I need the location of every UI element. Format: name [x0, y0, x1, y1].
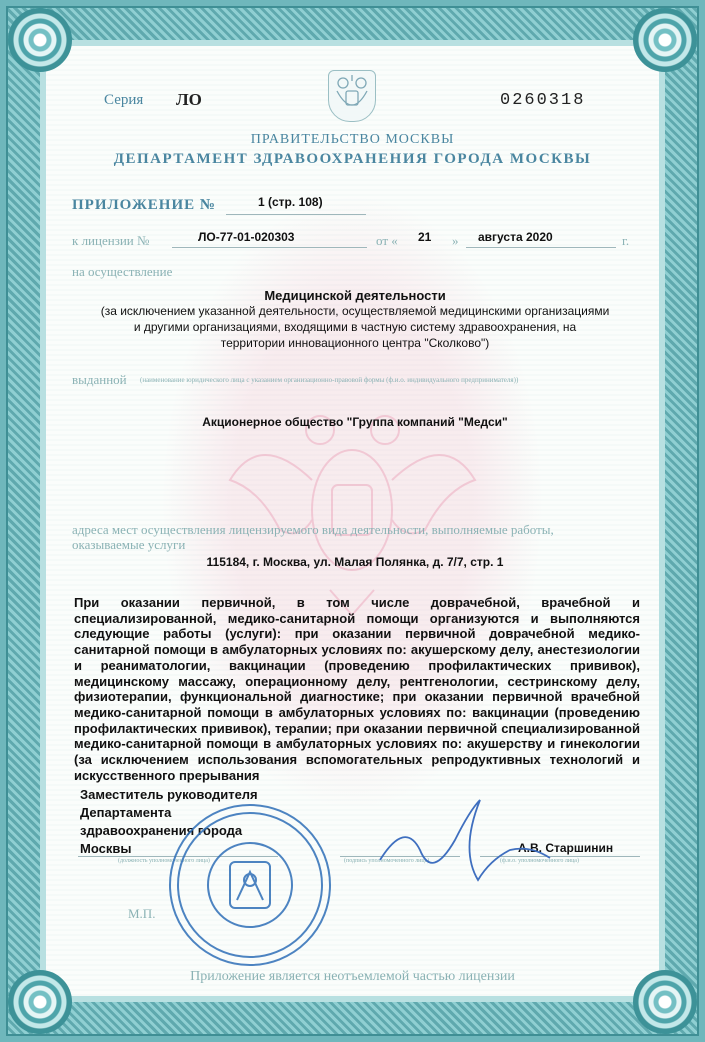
issued-label: выданной [72, 372, 127, 387]
appendix-label: ПРИЛОЖЕНИЕ № [72, 197, 216, 213]
department-line: ДЕПАРТАМЕНТ ЗДРАВООХРАНЕНИЯ ГОРОДА МОСКВЫ [113, 151, 592, 167]
signatory-position-line-3: здравоохранения города [80, 823, 243, 838]
issued-hint: (наименование юридического лица с указанием организационно-правовой формы (ф.и.о. индивидуального предпринимателя)) [140, 376, 519, 384]
round-seal-icon [165, 800, 335, 970]
license-from-label: от « [376, 233, 398, 248]
signatory-position-line-2: Департамента [80, 805, 172, 820]
license-quote: » [452, 233, 459, 248]
license-year-suffix: г. [622, 233, 630, 248]
activity-line-2: и другими организациями, входящими в частную систему здравоохранения, на [133, 320, 577, 334]
series-label: Серия [104, 92, 144, 108]
license-label: к лицензии № [72, 233, 150, 248]
hint-name: (ф.и.о. уполномоченного лица) [500, 858, 579, 864]
license-date-underline [466, 247, 616, 248]
footer-note: Приложение является неотъемлемой частью лицензии [190, 969, 515, 984]
series-value: ЛО [176, 90, 202, 109]
organization-name: Акционерное общество "Группа компаний "Медси" [202, 415, 508, 429]
hint-position: (должность уполномоченного лица) [118, 858, 210, 864]
appendix-value: 1 (стр. 108) [258, 195, 323, 209]
signatory-position-line-1: Заместитель руководителя [80, 787, 258, 802]
services-description: При оказании первичной, в том числе доврачебной, врачебной и специализированной, медико-санитарной помощи организуются и выполняются следующие работы (услуги): при оказании первичной доврачебной медико-санитарной помощи в амбулаторных условиях по: акушерскому делу, анестезиологии и реаниматологии, вакцинации (проведению профилактических прививок), медицинскому массажу, операционному делу, рентгенологии, сестринскому делу, физиотерапии, функциональной диагностике; при оказании первичной врачебной медико-санитарной помощи в амбулаторных условиях по: вакцинации (проведению профилактических прививок), терапии; при оказании первичной специализированной медико-санитарной помощи в амбулаторных условиях по: акушерству и гинекологии (за исключением использования вспомогательных репродуктивных технологий и искусственного прерывания [74, 595, 640, 783]
address-value: 115184, г. Москва, ул. Малая Полянка, д. 7/7, стр. 1 [206, 555, 504, 569]
hint-signature: (подпись уполномоченного лица) [344, 858, 430, 864]
activity-title: Медицинской деятельности [264, 288, 446, 303]
license-day: 21 [418, 230, 432, 244]
license-underline [172, 247, 367, 248]
activity-line-1: (за исключением указанной деятельности, осуществляемой медицинскими организациями [100, 304, 610, 318]
signatory-name: А.В. Старшинин [518, 841, 614, 855]
license-number: ЛО-77-01-020303 [198, 230, 295, 244]
government-line: ПРАВИТЕЛЬСТВО МОСКВЫ [250, 132, 455, 147]
signatory-position-line-4: Москвы [80, 841, 132, 856]
handwritten-signature-icon [360, 780, 560, 900]
coat-of-arms-icon [328, 70, 376, 122]
address-label-line-2: оказываемые услуги [72, 537, 186, 552]
form-number: 0260318 [500, 91, 586, 110]
corner-rosette-icon [633, 8, 697, 72]
activity-label: на осуществление [72, 264, 173, 279]
appendix-underline [226, 214, 366, 215]
corner-rosette-icon [8, 8, 72, 72]
activity-line-3: территории инновационного центра "Сколково") [220, 336, 490, 350]
address-label-line-1: адреса мест осуществления лицензируемого вида деятельности, выполняемые работы, [72, 522, 554, 537]
license-month-year: августа 2020 [478, 230, 553, 244]
stamp-place-label: М.П. [128, 906, 156, 921]
